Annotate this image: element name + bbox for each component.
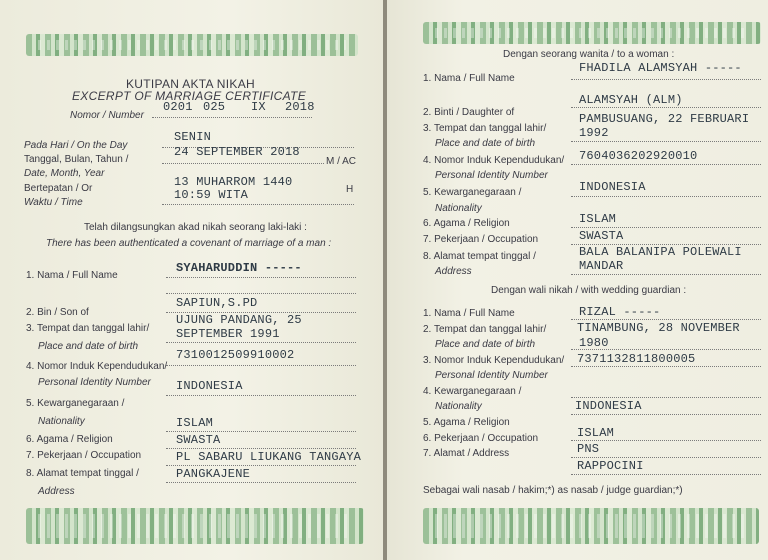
groom-nik-line [166,365,356,366]
guardian-religion-value: ISLAM [577,426,615,440]
bride-father-label: 2. Binti / Daughter of [423,107,515,118]
bride-nik-value: 7604036202920010 [579,149,698,163]
bride-nik-line [571,164,761,165]
certificate-right-page [387,0,768,560]
guardian-name-value: RIZAL ----- [579,305,661,319]
groom-birth-label-en: Place and date of birth [38,341,139,352]
groom-birth-line [166,342,356,343]
bottom-ornament-right [423,508,759,544]
bride-address-value-1: BALA BALANIPA POLEWALI [579,245,742,259]
groom-address-value-1: PL SABARU LIUKANG TANGAYA [176,450,362,464]
bride-religion-line [571,227,761,228]
certificate-subtitle: EXCERPT OF MARRIAGE CERTIFICATE [72,89,306,103]
hijri-value: 13 MUHARROM 1440 [174,175,293,189]
groom-nationality-line [166,395,356,396]
groom-address-line-2 [166,482,356,483]
bride-name-line [571,79,761,80]
groom-job-line [166,448,356,449]
guardian-nationality-label-en: Nationality [435,401,482,412]
guardian-job-line [571,457,761,458]
bride-religion-label: 6. Agama / Religion [423,218,510,229]
groom-birth-label: 3. Tempat dan tanggal lahir/ [26,323,150,334]
guardian-nationality-line-2 [571,414,761,415]
bride-birth-label: 3. Tempat dan tanggal lahir/ [423,123,547,134]
groom-nik-label-en: Personal Identity Number [38,377,151,388]
guardian-birth-value-2: 1980 [579,336,609,350]
guardian-nationality-line [571,397,761,398]
bride-religion-value: ISLAM [579,212,617,226]
groom-nik-label: 4. Nomor Induk Kependudukan/ [26,361,168,372]
certificate-title: KUTIPAN AKTA NIKAH [126,77,255,91]
groom-name-value: SYAHARUDDIN ----- [176,261,302,275]
groom-birth-value-2: SEPTEMBER 1991 [176,327,280,341]
day-label: Pada Hari / On the Day [24,140,128,151]
groom-father-label: 2. Bin / Son of [26,307,89,318]
groom-intro-en: There has been authenticated a covenant of marriage of a man : [46,238,332,249]
bottom-ornament-left [26,508,364,544]
groom-address-label: 8. Alamat tempat tinggal / [26,468,139,479]
time-label: Waktu / Time [24,197,83,208]
bride-nationality-line [571,196,761,197]
groom-religion-value: ISLAM [176,416,214,430]
guardian-birth-label: 2. Tempat dan tanggal lahir/ [423,324,547,335]
bride-name-label: 1. Nama / Full Name [423,73,515,84]
bride-nationality-label: 5. Kewarganegaraan / [423,187,522,198]
bride-nationality-label-en: Nationality [435,203,482,214]
bride-job-label: 7. Pekerjaan / Occupation [423,234,539,245]
guardian-nationality-value: INDONESIA [575,399,642,413]
guardian-religion-line [571,440,761,441]
guardian-nationality-label: 4. Kewarganegaraan / [423,386,522,397]
groom-religion-line [166,431,356,432]
bride-address-line [571,274,761,275]
hijri-suffix: H [346,184,354,195]
guardian-nik-line [571,366,761,367]
groom-job-value: SWASTA [176,433,221,447]
date-label: Tanggal, Bulan, Tahun / [24,154,129,165]
guardian-footer-note: Sebagai wali nasab / hakim;*) as nasab / judge guardian;*) [423,485,683,496]
bride-intro: Dengan seorang wanita / to a woman : [503,49,675,60]
guardian-job-label: 6. Pekerjaan / Occupation [423,433,539,444]
guardian-nik-label: 3. Nomor Induk Kependudukan/ [423,355,565,366]
bride-birth-value-2: 1992 [579,126,609,140]
groom-job-label: 7. Pekerjaan / Occupation [26,450,142,461]
groom-nik-value: 7310012509910002 [176,348,295,362]
groom-name-line-2 [166,293,356,294]
guardian-intro: Dengan wali nikah / with wedding guardian : [491,285,687,296]
bride-address-label: 8. Alamat tempat tinggal / [423,251,536,262]
hijri-label: Bertepatan / Or [24,183,93,194]
bride-address-value-2: MANDAR [579,259,624,273]
number-part-3: IX [251,100,266,114]
guardian-address-label: 7. Alamat / Address [423,448,510,459]
guardian-birth-value-1: TINAMBUNG, 28 NOVEMBER [577,321,740,335]
groom-name-label: 1. Nama / Full Name [26,270,118,281]
groom-birth-value-1: UJUNG PANDANG, 25 [176,313,302,327]
groom-nationality-label: 5. Kewarganegaraan / [26,398,125,409]
bride-birth-line [571,141,761,142]
bride-address-label-en: Address [435,266,472,277]
bride-birth-value-1: PAMBUSUANG, 22 FEBRUARI [579,112,750,126]
guardian-address-line [571,474,761,475]
guardian-address-value: RAPPOCINI [577,459,644,473]
bride-birth-label-en: Place and date of birth [435,138,536,149]
guardian-job-value: PNS [577,442,600,456]
guardian-birth-label-en: Place and date of birth [435,339,536,350]
top-ornament-right [423,22,761,44]
guardian-name-label: 1. Nama / Full Name [423,308,515,319]
top-ornament-left [26,34,358,56]
guardian-birth-line [571,349,761,350]
bride-name-value: FHADILA ALAMSYAH ----- [579,61,742,75]
number-part-4: 2018 [285,100,315,114]
number-label: Nomor / Number [70,110,144,121]
groom-address-line [166,465,356,466]
groom-intro: Telah dilangsungkan akad nikah seorang laki-laki : [84,222,307,233]
guardian-nik-value: 7371132811800005 [577,352,696,366]
groom-father-value: SAPIUN,S.PD [176,296,258,310]
bride-father-value: ALAMSYAH (ALM) [579,93,683,107]
groom-address-value-2: PANGKAJENE [176,467,251,481]
bride-nationality-value: INDONESIA [579,180,646,194]
date-value: 24 SEPTEMBER 2018 [174,145,300,159]
bride-nik-label-en: Personal Identity Number [435,170,548,181]
number-part-1: 0201 [163,100,193,114]
bride-job-value: SWASTA [579,229,624,243]
groom-name-line [166,277,356,278]
date-suffix: M / AC [326,156,357,167]
day-value: SENIN [174,130,212,144]
date-label-en: Date, Month, Year [24,168,105,179]
bride-nik-label: 4. Nomor Induk Kependudukan/ [423,155,565,166]
date-dotted-line [162,163,324,164]
time-dotted-line [162,204,354,205]
time-value: 10:59 WITA [174,188,249,202]
groom-religion-label: 6. Agama / Religion [26,434,113,445]
number-dotted-line [152,117,312,118]
groom-address-label-en: Address [38,486,75,497]
number-part-2: 025 [203,100,226,114]
guardian-religion-label: 5. Agama / Religion [423,417,510,428]
guardian-nik-label-en: Personal Identity Number [435,370,548,381]
guardian-name-line [571,319,761,320]
groom-nationality-value: INDONESIA [176,379,243,393]
bride-father-line [571,107,761,108]
groom-nationality-label-en: Nationality [38,416,85,427]
